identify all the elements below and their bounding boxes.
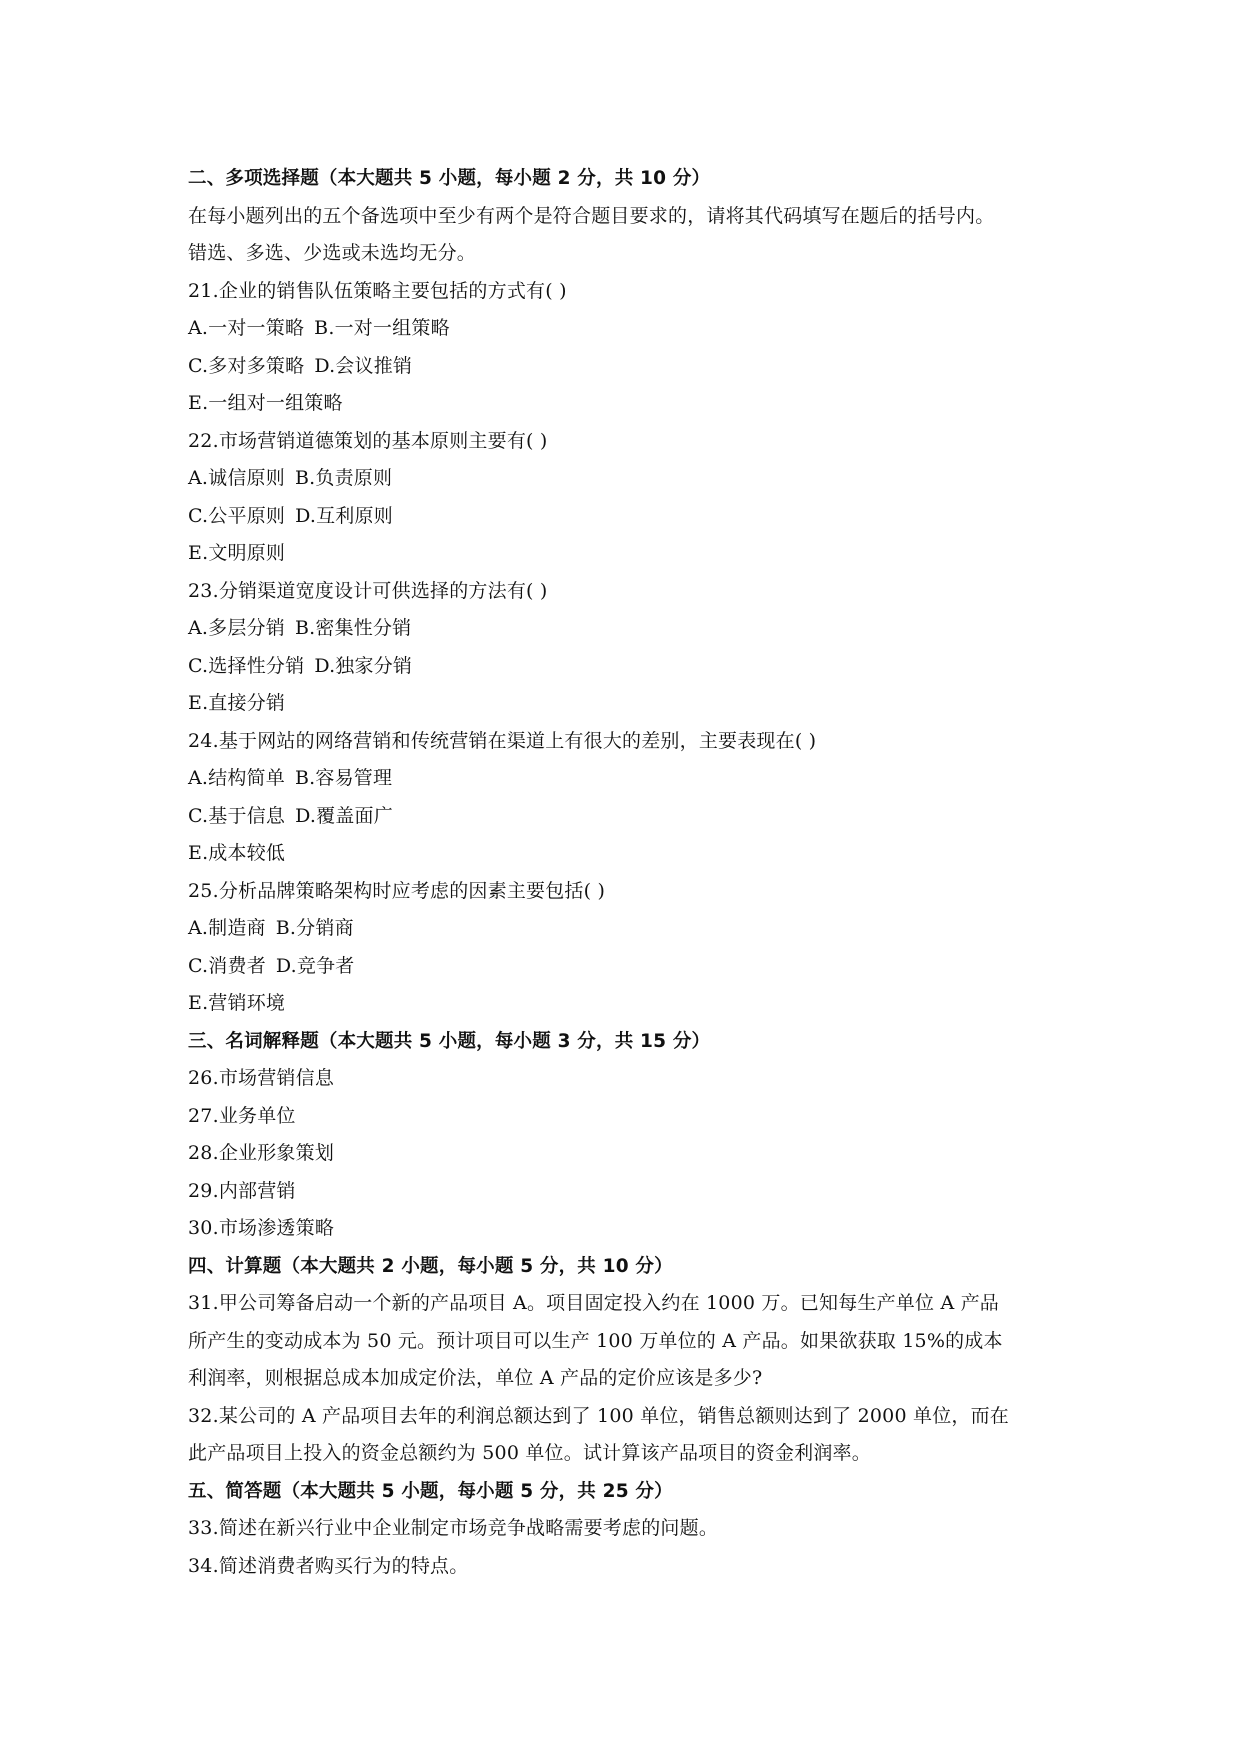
- option-row: [188, 385, 1088, 423]
- option-a: A.制造商: [188, 917, 266, 939]
- option-row: [188, 948, 1088, 986]
- question-34: 34.简述消费者购买行为的特点。: [188, 1554, 469, 1577]
- instructions-line: 在每小题列出的五个备选项中至少有两个是符合题目要求的，请将其代码填写在题后的括号内。: [188, 204, 995, 227]
- question-31-line: 所产生的变动成本为 50 元。预计项目可以生产 100 万单位的 A 产品。如果欲获取 15%的成本: [188, 1329, 1003, 1352]
- exam-page: [188, 160, 1088, 1585]
- question-22: 22.市场营销道德策划的基本原则主要有( ): [188, 429, 548, 452]
- option-a: A.一对一策略: [188, 317, 305, 339]
- option-e: E.文明原则: [188, 542, 286, 564]
- option-e: E.直接分销: [188, 692, 286, 714]
- section-heading-multiple-choice: 二、多项选择题（本大题共 5 小题，每小题 2 分，共 10 分）: [188, 168, 711, 189]
- option-d: D.竞争者: [275, 954, 355, 977]
- question-32-line: 32.某公司的 A 产品项目去年的利润总额达到了 100 单位，销售总额则达到了 2000 单位，而在: [188, 1404, 1009, 1427]
- question-31-line: 31.甲公司筹备启动一个新的产品项目 A。项目固定投入约在 1000 万。已知每生产单位 A 产品: [188, 1292, 1000, 1314]
- option-d: D.覆盖面广: [295, 804, 393, 827]
- question-26: 26.市场营销信息: [188, 1067, 335, 1089]
- option-b: B.负责原则: [294, 467, 393, 489]
- question-23: 23.分销渠道宽度设计可供选择的方法有( ): [188, 579, 548, 602]
- option-row: [188, 498, 1088, 536]
- option-row: [188, 835, 1088, 873]
- option-row: [188, 460, 1088, 498]
- option-b: B.分销商: [275, 917, 354, 939]
- option-e: E.营销环境: [188, 992, 286, 1014]
- question-28: 28.企业形象策划: [188, 1142, 335, 1164]
- question-27: 27.业务单位: [188, 1104, 296, 1127]
- question-25: 25.分析品牌策略架构时应考虑的因素主要包括( ): [188, 879, 606, 902]
- option-row: [188, 535, 1088, 573]
- option-c: C.消费者: [188, 954, 266, 977]
- option-row: [188, 798, 1088, 836]
- section-heading-calculation: 四、计算题（本大题共 2 小题，每小题 5 分，共 10 分）: [188, 1255, 673, 1277]
- option-d: D.独家分销: [314, 654, 413, 677]
- option-e: E.成本较低: [188, 842, 286, 864]
- option-a: A.结构简单: [188, 767, 285, 789]
- section-heading-term-explanation: 三、名词解释题（本大题共 5 小题，每小题 3 分，共 15 分）: [188, 1030, 711, 1052]
- option-row: [188, 985, 1088, 1023]
- option-c: C.多对多策略: [188, 354, 305, 377]
- option-row: [188, 910, 1088, 948]
- option-row: [188, 685, 1088, 723]
- option-b: B.容易管理: [294, 767, 393, 789]
- instructions-line: 错选、多选、少选或未选均无分。: [188, 242, 477, 264]
- option-e: E.一组对一组策略: [188, 392, 343, 414]
- question-33: 33.简述在新兴行业中企业制定市场竞争战略需要考虑的问题。: [188, 1517, 719, 1539]
- option-c: C.基于信息: [188, 804, 286, 827]
- option-row: [188, 760, 1088, 798]
- question-24: 24.基于网站的网络营销和传统营销在渠道上有很大的差别，主要表现在( ): [188, 729, 817, 752]
- question-30: 30.市场渗透策略: [188, 1217, 335, 1239]
- question-29: 29.内部营销: [188, 1179, 296, 1202]
- question-32-line: 此产品项目上投入的资金总额约为 500 单位。试计算该产品项目的资金利润率。: [188, 1442, 871, 1464]
- option-b: B.密集性分销: [294, 617, 412, 639]
- option-b: B.一对一组策略: [314, 317, 450, 339]
- option-c: C.公平原则: [188, 504, 286, 527]
- option-a: A.多层分销: [188, 617, 285, 639]
- option-row: [188, 610, 1088, 648]
- question-21: 21.企业的销售队伍策略主要包括的方式有( ): [188, 279, 567, 302]
- option-d: D.会议推销: [314, 354, 413, 377]
- section-heading-short-answer: 五、简答题（本大题共 5 小题，每小题 5 分，共 25 分）: [188, 1480, 673, 1502]
- option-d: D.互利原则: [295, 504, 393, 527]
- option-a: A.诚信原则: [188, 467, 285, 489]
- question-31-line: 利润率，则根据总成本加成定价法，单位 A 产品的定价应该是多少?: [188, 1367, 763, 1389]
- option-row: [188, 348, 1088, 386]
- option-row: [188, 648, 1088, 686]
- option-c: C.选择性分销: [188, 654, 305, 677]
- option-row: [188, 310, 1088, 348]
